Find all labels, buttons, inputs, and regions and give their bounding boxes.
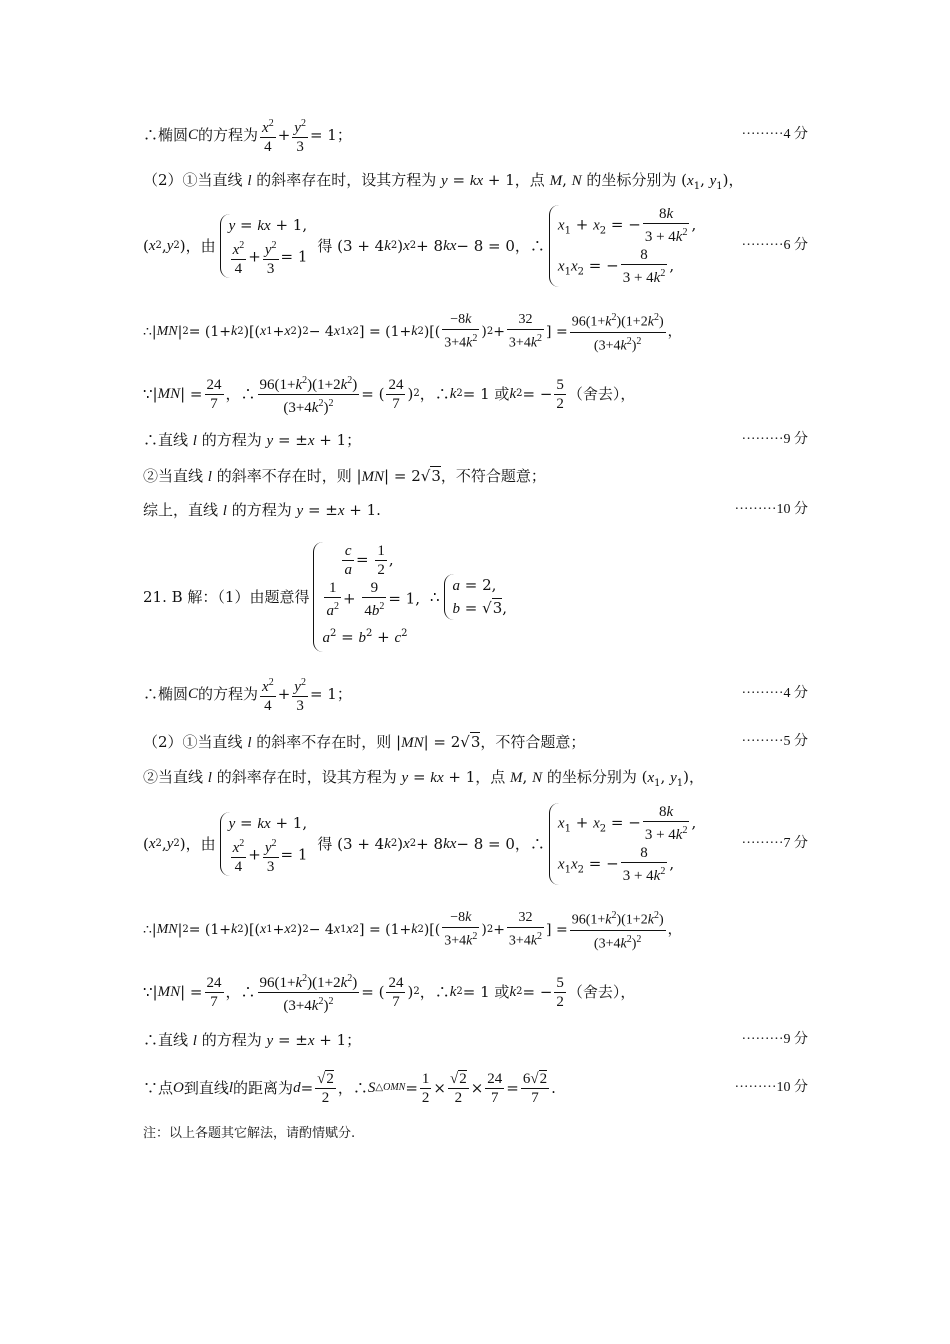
parameter-system: $\frac{c}{a}$ = $\frac{1}{2}$ , $\frac{1}{a^2}$ + $\frac{9}{4b^2}$ = 1, $a^2 = b^2 + c^2$ — [313, 542, 426, 652]
line-equation-result-2: ∴直线 l 的方程为 y = ±x + 1； ·········9 分 — [143, 1031, 808, 1049]
fraction: $\frac{x^2}{4}$ — [260, 115, 276, 156]
score-mark: ·········4 分 — [741, 127, 808, 142]
ellipse-equation-line: ∴椭圆 C 的方程为 $\frac{x^2}{4}$ + $\frac{y^2}{3}$ = 1； ·········4 分 — [143, 113, 808, 157]
triangle-area-line: ∵点 O 到直线 l 的距离为 d = $\frac{√2}{2}$ ，∴ S △OMN = $\frac{1}{2}$ × $\frac{√2}{2}$ × $\frac{24}{7}$ = $\frac{6√2}{7}$ . ·········10 分 — [143, 1070, 808, 1106]
score-mark: ·········10 分 — [734, 1080, 808, 1095]
parameter-result: a = 2, b = √3, — [444, 574, 514, 620]
line-ellipse-system: y = kx + 1, $\frac{x^2}{4}$ + $\frac{y^2}{3}$ = 1 — [220, 214, 314, 278]
score-mark: ·········7 分 — [741, 836, 808, 851]
case-no-slope-line: ②当直线 l 的斜率不存在时，则 |MN| = 2√3，不符合题意； — [143, 467, 546, 485]
substitution-line-2: ( x 2 , y 2 )，由 y = kx + 1, $\frac{x^2}{4}$ + $\frac{y^2}{3}$ = 1 得 (3 + 4 k 2 ) x 2 + 8 kx − 8 = 0，∴ $x_1 + x_2$ = − $\frac{8k}{3 + 4k^2}$ , $x_1x_2$ = − $\frac{8}{3 + 4k^2}$ , ·········7 分 — [143, 804, 808, 884]
score-mark: ·········4 分 — [741, 686, 808, 701]
problem-21b-line: 21. B 解：（1）由题意得 $\frac{c}{a}$ = $\frac{1}{2}$ , $\frac{1}{a^2}$ + $\frac{9}{4b^2}$ = 1, $a^2 = b^2 + c^2$ ∴ a = 2, b = √3, — [143, 534, 808, 660]
conclusion-line: 综上，直线 l 的方程为 y = ±x + 1. ·········10 分 — [143, 501, 808, 519]
solve-k-line-2: ∵| MN | = $\frac{24}{7}$ ，∴ $\frac{96(1+k^2)(1+2k^2)}{(3+4k^2)^2}$ = ( $\frac{24}{7}$ ) 2 ，∴ k 2 = 1 或 k 2 = − $\frac{5}{2}$ （舍去）， — [143, 968, 808, 1016]
case-no-slope-line-2: （2）①当直线 l 的斜率不存在时，则 |MN| = 2√3，不符合题意； ·········5 分 — [143, 733, 808, 751]
case-slope-exists-line: （2）①当直线 l 的斜率存在时，设其方程为 y = kx + 1，点 M, N 的坐标分别为 ($x_1$, $y_1$)， — [143, 171, 744, 192]
case-slope-exists-line-2: ②当直线 l 的斜率存在时，设其方程为 y = kx + 1，点 M, N 的坐标分别为 ($x_1$, $y_1$)， — [143, 768, 704, 789]
score-mark: ·········9 分 — [741, 1032, 808, 1047]
score-mark: ·········5 分 — [741, 734, 808, 749]
score-mark: ·········6 分 — [741, 238, 808, 253]
solve-k-line: ∵| MN | = $\frac{24}{7}$ ，∴ $\frac{96(1+k^2)(1+2k^2)}{(3+4k^2)^2}$ = ( $\frac{24}{7}$ ) 2 ，∴ k 2 = 1 或 k 2 = − $\frac{5}{2}$ （舍去）， — [143, 370, 808, 418]
score-mark: ·········10 分 — [734, 502, 808, 517]
vieta-system: $x_1 + x_2$ = − $\frac{8k}{3 + 4k^2}$ , $x_1x_2$ = − $\frac{8}{3 + 4k^2}$ , — [549, 205, 702, 287]
ellipse-equation-line-2: ∴椭圆 C 的方程为 $\frac{x^2}{4}$ + $\frac{y^2}{3}$ = 1； ·········4 分 — [143, 672, 808, 716]
fraction: $\frac{y^2}{3}$ — [292, 115, 308, 156]
line-equation-result: ∴直线 l 的方程为 y = ±x + 1； ·········9 分 — [143, 431, 808, 449]
chord-length-line: ∴| MN | 2 = (1+ k 2 )[( x 1 + x 2 ) 2 − 4 x 1 x 2 ] = (1+ k 2 )[( $\frac{-8k}{3+4k^2}$ ) 2 + $\frac{32}{3+4k^2}$ ] = $\frac{96(1+k^2)(1+2k^2)}{(3+4k^2)^2}$ ， — [143, 308, 808, 356]
footnote: 注：以上各题其它解法，请酌情赋分. — [143, 1126, 356, 1141]
substitution-line: ( x 2 , y 2 )，由 y = kx + 1, $\frac{x^2}{4}$ + $\frac{y^2}{3}$ = 1 得 (3 + 4 k 2 ) x 2 + 8 kx − 8 = 0，∴ $x_1 + x_2$ = − $\frac{8k}{3 + 4k^2}$ , $x_1x_2$ = − $\frac{8}{3 + 4k^2}$ , ·········6 分 — [143, 206, 808, 286]
chord-length-line-2: ∴| MN | 2 = (1+ k 2 )[( x 1 + x 2 ) 2 − 4 x 1 x 2 ] = (1+ k 2 )[( $\frac{-8k}{3+4k^2}$ ) 2 + $\frac{32}{3+4k^2}$ ] = $\frac{96(1+k^2)(1+2k^2)}{(3+4k^2)^2}$ ， — [143, 906, 808, 954]
score-mark: ·········9 分 — [741, 432, 808, 447]
